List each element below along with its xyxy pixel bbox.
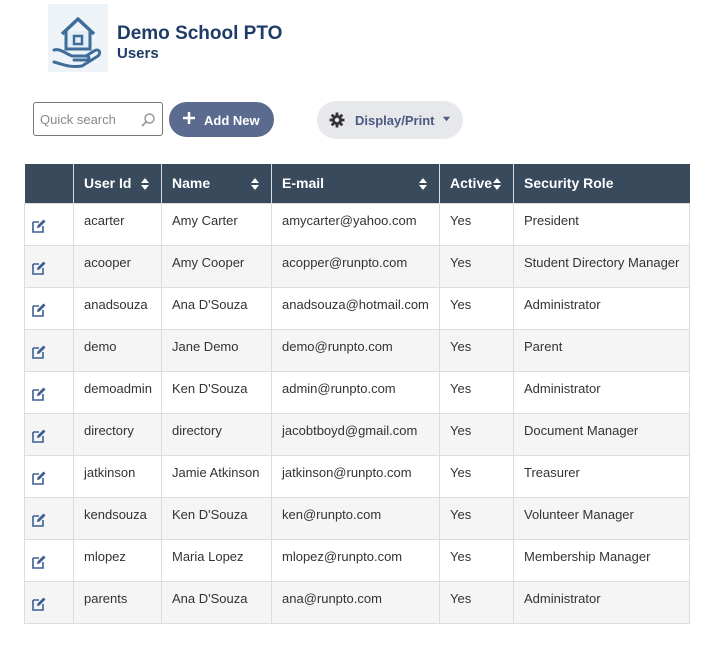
cell-text: acopper@runpto.com [282,254,408,270]
cell-text: amycarter@yahoo.com [282,212,417,228]
house-in-hand-logo [48,4,108,72]
edit-cell [25,539,74,581]
cell-email [272,203,440,245]
caret-down-icon [442,114,451,123]
edit-cell [25,287,74,329]
cell-text: Jane Demo [172,338,239,354]
cell-text: acarter [84,212,125,228]
cell-name [162,581,272,623]
cell-name [162,203,272,245]
edit-cell [25,455,74,497]
cell-text: ana@runpto.com [282,590,382,606]
search-input[interactable] [40,110,140,128]
users-table [24,164,690,624]
cell-text: Treasurer [524,464,580,480]
cell-text: Ana D'Souza [172,296,248,312]
cell-text: Jamie Atkinson [172,464,260,480]
cell-name [162,371,272,413]
table-body [25,203,690,623]
table-row [25,497,690,539]
cell-text: Student Directory Manager [524,254,680,270]
cell-email [272,245,440,287]
table-row [25,371,690,413]
cell-text: Yes [450,380,472,396]
cell-text: mlopez@runpto.com [282,548,403,564]
cell-text: Administrator [524,380,601,396]
cell-role [514,203,690,245]
table-header-row [25,164,690,203]
table-row [25,455,690,497]
display-print-button[interactable] [317,101,463,139]
cell-text: demo@runpto.com [282,338,393,354]
edit-column-header [25,164,74,203]
edit-icon[interactable] [30,428,46,444]
cell-name [162,413,272,455]
cell-text: Yes [450,590,472,606]
table-row [25,203,690,245]
cell-active [440,329,514,371]
add-new-button[interactable] [169,102,274,137]
column-header-label: Security Role [524,175,614,192]
cell-email [272,455,440,497]
table-row [25,581,690,623]
app-header [48,4,448,74]
column-header-security-role [514,164,690,203]
cell-user-id [74,203,162,245]
cell-text: demo [84,338,117,354]
cell-text: Ken D'Souza [172,380,248,396]
cell-text: President [524,212,579,228]
table-row [25,539,690,581]
cell-text: Yes [450,464,472,480]
column-header-label: Name [172,175,211,192]
cell-email [272,413,440,455]
cell-role [514,245,690,287]
cell-text: Yes [450,506,472,522]
cell-user-id [74,413,162,455]
cell-name [162,455,272,497]
cell-user-id [74,245,162,287]
edit-cell [25,497,74,539]
sort-icon[interactable] [250,177,260,191]
edit-icon[interactable] [30,260,46,276]
edit-cell [25,371,74,413]
cell-text: jatkinson [84,464,136,480]
cell-email [272,539,440,581]
cell-name [162,287,272,329]
cell-user-id [74,497,162,539]
cell-text: Document Manager [524,422,639,438]
cell-name [162,539,272,581]
plus-icon [181,110,197,126]
cell-role [514,581,690,623]
display-print-label: Display/Print [355,113,435,128]
edit-cell [25,413,74,455]
cell-name [162,329,272,371]
cell-active [440,203,514,245]
cell-text: directory [172,422,222,438]
cell-text: Yes [450,296,472,312]
organization-name: Demo School PTO [117,23,283,44]
column-header-label: E-mail [282,175,325,192]
column-header-email[interactable] [272,164,440,203]
edit-cell [25,203,74,245]
cell-role [514,329,690,371]
edit-icon[interactable] [30,344,46,360]
cell-active [440,245,514,287]
cell-text: Yes [450,212,472,228]
cell-text: Administrator [524,296,601,312]
table-row [25,287,690,329]
cell-role [514,371,690,413]
column-header-label: Active [450,175,493,192]
cell-text: kendsouza [84,506,147,522]
edit-icon[interactable] [30,512,46,528]
cell-text: parents [84,590,128,606]
column-header-user-id[interactable] [74,164,162,203]
cell-text: anadsouza@hotmail.com [282,296,429,312]
cell-text: anadsouza [84,296,148,312]
cell-text: jatkinson@runpto.com [282,464,412,480]
cell-active [440,581,514,623]
cell-active [440,371,514,413]
cell-text: admin@runpto.com [282,380,396,396]
gear-icon [329,112,345,128]
sort-icon[interactable] [140,177,150,191]
cell-text: Volunteer Manager [524,506,634,522]
cell-user-id [74,371,162,413]
cell-user-id [74,329,162,371]
edit-cell [25,581,74,623]
column-header-active[interactable] [440,164,514,203]
cell-text: jacobtboyd@gmail.com [282,422,418,438]
cell-active [440,413,514,455]
cell-active [440,287,514,329]
cell-text: Yes [450,338,472,354]
cell-email [272,287,440,329]
cell-text: Membership Manager [524,548,651,564]
cell-text: Yes [450,254,472,270]
edit-cell [25,329,74,371]
search-icon[interactable] [140,112,156,128]
cell-active [440,497,514,539]
cell-text: demoadmin [84,380,152,396]
cell-text: ken@runpto.com [282,506,382,522]
edit-icon[interactable] [30,386,46,402]
cell-email [272,371,440,413]
cell-text: Yes [450,548,472,564]
cell-text: Administrator [524,590,601,606]
cell-text: Amy Cooper [172,254,245,270]
cell-text: mlopez [84,548,126,564]
edit-icon[interactable] [30,302,46,318]
cell-text: directory [84,422,134,438]
column-header-label: User Id [84,175,132,192]
edit-cell [25,245,74,287]
cell-role [514,287,690,329]
cell-role [514,497,690,539]
table-row [25,413,690,455]
edit-icon[interactable] [30,554,46,570]
cell-user-id [74,539,162,581]
cell-user-id [74,287,162,329]
cell-role [514,539,690,581]
quick-search[interactable] [33,102,163,136]
table-row [25,245,690,287]
sort-icon[interactable] [492,177,502,191]
cell-text: Ken D'Souza [172,506,248,522]
edit-icon[interactable] [30,470,46,486]
cell-role [514,455,690,497]
cell-name [162,497,272,539]
cell-user-id [74,581,162,623]
cell-active [440,455,514,497]
cell-user-id [74,455,162,497]
edit-icon[interactable] [30,596,46,612]
cell-text: Ana D'Souza [172,590,248,606]
cell-text: Maria Lopez [172,548,244,564]
cell-role [514,413,690,455]
cell-email [272,581,440,623]
page-title: Users [117,45,159,62]
cell-text: Parent [524,338,563,354]
cell-text: Amy Carter [172,212,238,228]
cell-name [162,245,272,287]
add-new-label: Add New [204,113,260,128]
column-header-name[interactable] [162,164,272,203]
sort-icon[interactable] [418,177,428,191]
edit-icon[interactable] [30,218,46,234]
cell-email [272,497,440,539]
cell-active [440,539,514,581]
cell-text: acooper [84,254,131,270]
table-row [25,329,690,371]
cell-text: Yes [450,422,472,438]
cell-email [272,329,440,371]
